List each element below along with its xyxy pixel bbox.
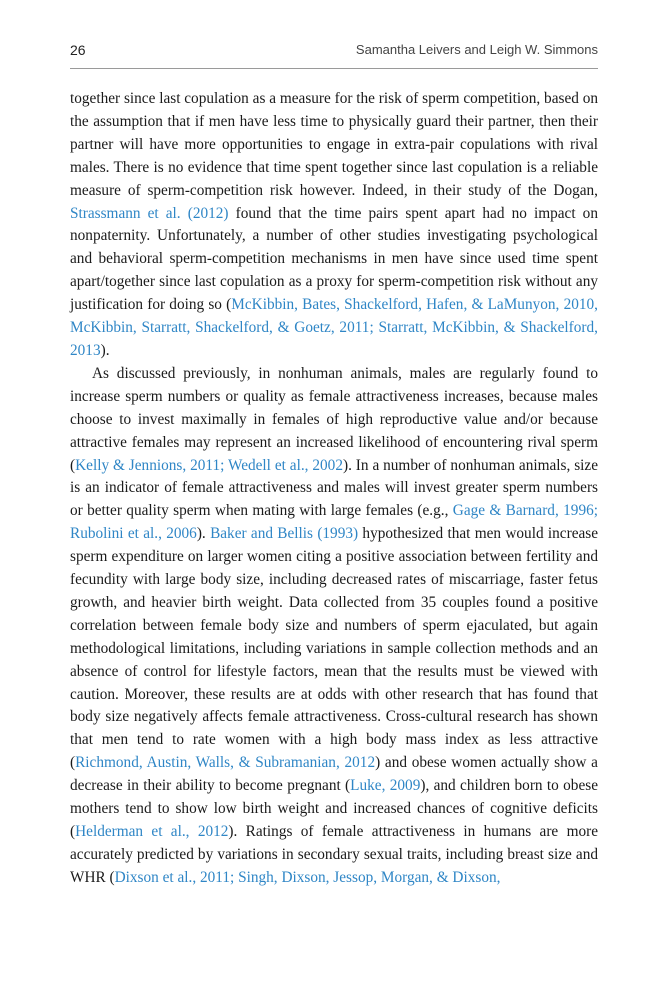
citation-link[interactable]: Dixson et al., 2011; Singh, Dixson, Jessop, Morgan, & Dixson, [114,868,501,886]
page-header [70,40,598,62]
paragraph-text: ) and obese women actually show a decrease in their ability to become pregnant ( [70,754,598,795]
paragraph-text: ). Ratings of female attractiveness in humans are more accurately predicted by variations in secondary sexual traits, including breast size and WHR ( [70,823,598,886]
citation-link[interactable]: Kelly & Jennions, 2011; Wedell et al., 2002 [75,456,343,474]
paragraph-text: hypothesized that men would increase sperm expenditure on larger women citing a positive association between fertility and fecundity with large body size, including decreased rates of miscarriage, faster fetus growth, and heavier birth weight. Data collected from 35 couples found a positive correlation between female body size and numbers of sperm ejaculated, but again methodological limitations, including variations in sample collection methods and an absence of control for lifestyle factors, mean that the results must be viewed with caution. Moreover, these results are at odds with other research that has found that body size negatively affects female attractiveness. Cross-cultural research has shown that men tend to rate women with a high body mass index as less attractive ( [70,525,599,772]
paragraph-text: found that the time pairs spent apart had no impact on nonpaternity. Unfortunately, a number of other studies investigating psychological and behavioral sperm-competition mechanisms in men have since used time spent apart/together since last copulation as a proxy for sperm-competition risk without any justification for doing so ( [70,204,598,314]
page-number: 26 [70,42,86,58]
citation-link[interactable]: Strassmann et al. (2012) [70,204,229,222]
citation-link[interactable]: Gage & Barnard, 1996; Rubolini et al., 2006 [70,502,598,543]
header-rule [70,68,598,69]
paragraph-text: ). [196,525,211,543]
citation-link[interactable]: Baker and Bellis (1993) [210,525,359,543]
citation-link[interactable]: Helderman et al., 2012 [75,823,229,840]
paragraph-text: ). In a number of nonhuman animals, size is an indicator of female attractiveness and males will invest greater sperm numbers or better quality sperm when mating with large females (e.g., [70,456,598,520]
running-head: Samantha Leivers and Leigh W. Simmons [355,42,598,57]
paragraph-text: ). [100,341,110,359]
paragraph [70,88,598,363]
body-text [70,88,598,890]
paragraph [70,363,598,890]
citation-link[interactable]: McKibbin, Bates, Shackelford, Hafen, & LaMunyon, 2010, McKibbin, Starratt, Shackelford, & Goetz, 2011; Starratt, McKibbin, & Shackelford, 2013 [70,296,598,359]
citation-link[interactable]: Richmond, Austin, Walls, & Subramanian, 2012 [75,754,376,772]
paragraph-text: together since last copulation as a measure for the risk of sperm competition, based on the assumption that if men have less time to physically guard their partner, then their partner will have more opportunities to engage in extra-pair copulations with rival males. There is no evidence that time spent together since last copulation is a reliable measure of sperm-competition risk however. Indeed, in their study of the Dogan, [70,90,599,199]
paragraph-text: ), and children born to obese mothers tend to show low birth weight and increased chances of cognitive deficits ( [70,777,598,840]
paragraph-text: As discussed previously, in nonhuman animals, males are regularly found to increase sperm numbers or quality as female attractiveness increases, because males choose to invest maximally in females of high reproductive value and/or because attractive females may represent an increased likelihood of encountering rival sperm ( [70,364,598,474]
citation-link[interactable]: Luke, 2009 [350,777,421,795]
